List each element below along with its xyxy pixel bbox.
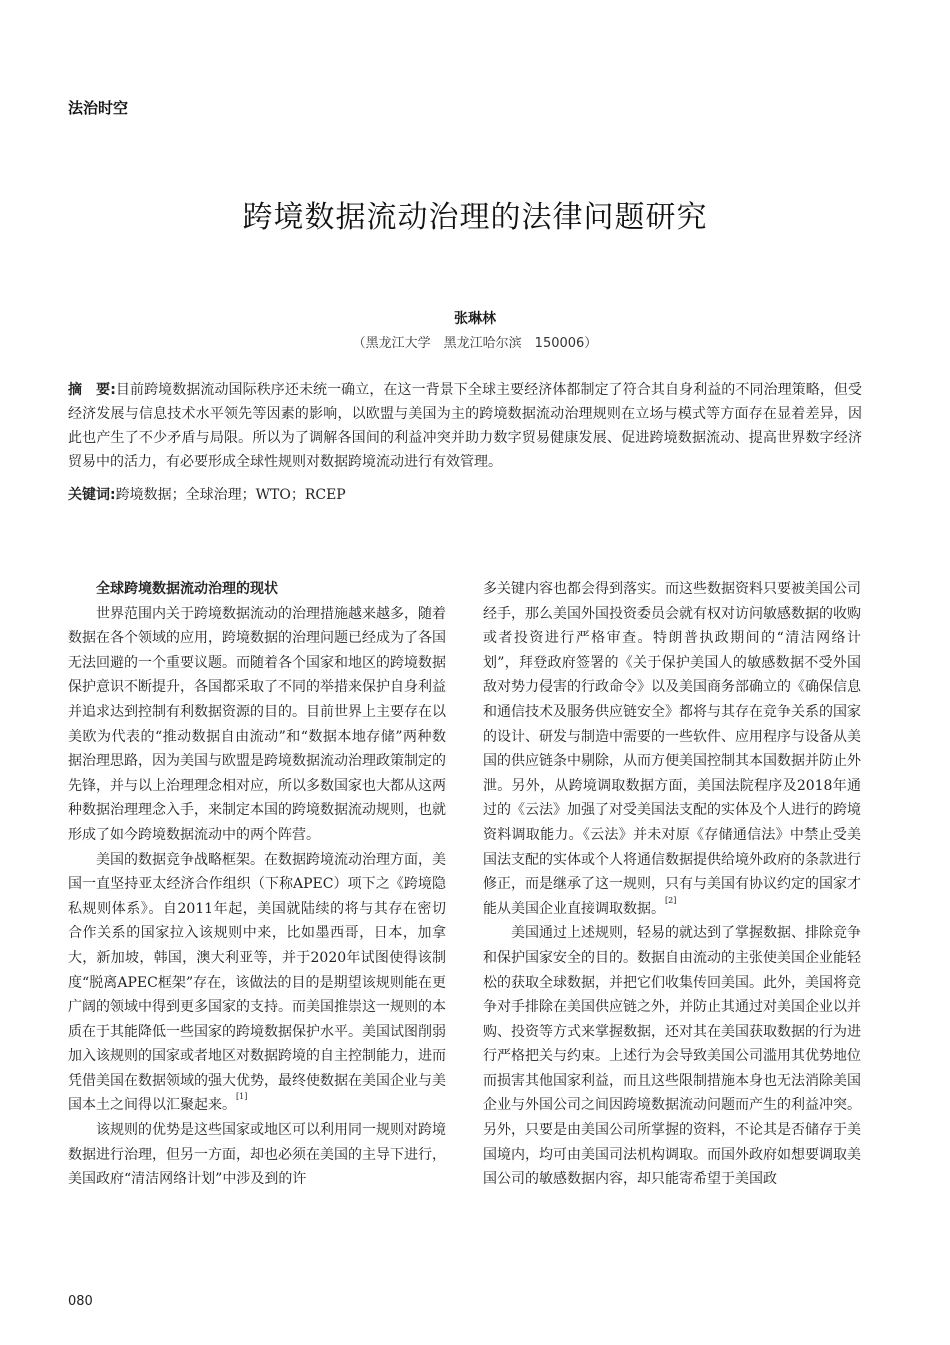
right-column bbox=[483, 577, 861, 1192]
paragraph-text: 美国的数据竞争战略框架。在数据跨境流动治理方面，美国一直坚持亚太经济合作组织（下称APEC）项下之《跨境隐私规则体系》。自2011年起，美国就陆续的将与其存在密切合作关系的国家拉入该规则中来，比如墨西哥，日本，加拿大，新加坡，韩国，澳大利亚等，并于2020年试图使得该制度“脱离APEC框架”存在，该做法的目的是期望该规则能在更广阔的领域中得到更多国家的支持。而美国推崇这一规则的本质在于其能降低一些国家的跨境数据保护水平。美国试图削弱加入该规则的国家或者地区对数据跨境的自主控制能力，进而凭借美国在数据领域的强大优势，最终使数据在美国企业与美国本土之间得以汇聚起来。 bbox=[68, 851, 446, 1114]
paragraph bbox=[68, 848, 446, 1119]
column-tag: 法治时空 bbox=[68, 99, 129, 117]
article-title: 跨境数据流动治理的法律问题研究 bbox=[242, 200, 708, 235]
paragraph: 美国通过上述规则，轻易的就达到了掌握数据、排除竞争和保护国家安全的目的。数据自由流动的主张使美国企业能轻松的获取全球数据，并把它们收集传回美国。此外，美国将竞争对手排除在美国供应链之外，并防止其通过对美国企业以并购、投资等方式来掌握数据，还对其在美国获取数据的行为进行严格把关与约束。上述行为会导致美国公司滥用其优势地位而损害其他国家利益，而且这些限制措施本身也无法消除美国企业与外国公司之间因跨境数据流动问题而产生的利益冲突。另外，只要是由美国公司所掌握的资料，不论其是否储存于美国境内，均可由美国司法机构调取。而国外政府如想要调取美国公司的敏感数据内容，却只能寄希望于美国政 bbox=[483, 925, 861, 1188]
citation-ref: [1] bbox=[236, 1092, 248, 1102]
section-heading: 全球跨境数据流动治理的现状 bbox=[96, 581, 278, 597]
abstract-label: 摘 要: bbox=[68, 382, 116, 398]
keywords bbox=[68, 483, 862, 507]
paragraph bbox=[483, 577, 861, 921]
citation-ref: [2] bbox=[665, 895, 677, 905]
author-name: 张琳林 bbox=[454, 311, 496, 327]
author-affiliation: （黑龙江大学 黑龙江哈尔滨 150006） bbox=[352, 336, 598, 351]
left-column bbox=[68, 577, 446, 1192]
abstract-text: 目前跨境数据流动国际秩序还未统一确立，在这一背景下全球主要经济体都制定了符合其自身利益的不同治理策略，但受经济发展与信息技术水平领先等因素的影响，以欧盟与美国为主的跨境数据流动治理规则在立场与模式等方面存在显着差异，因此也产生了不少矛盾与局限。所以为了调解各国间的利益冲突并助力数字贸易健康发展、促进跨境数据流动、提高世界数字经济贸易中的活力，有必要形成全球性规则对数据跨境流动进行有效管理。 bbox=[68, 382, 862, 470]
keywords-label: 关键词: bbox=[68, 487, 116, 503]
abstract bbox=[68, 378, 862, 474]
paragraph-text: 多关键内容也都会得到落实。而这些数据资料只要被美国公司经手，那么美国外国投资委员会就有权对访问敏感数据的收购或者投资进行严格审查。特朗普执政期间的“清洁网络计划”，拜登政府签署的《关于保护美国人的敏感数据不受外国敌对势力侵害的行政命令》以及美国商务部确立的《确保信息和通信技术及服务供应链安全》都将与其存在竞争关系的国家的设计、研发与制造中需要的一些软件、应用程序与设备从美国的供应链条中剔除，从而方便美国控制其本国数据并防止外泄。另外，从跨境调取数据方面，美国法院程序及2018年通过的《云法》加强了对受美国法支配的实体及个人进行的跨境资料调取能力。《云法》并未对原《存储通信法》中禁止受美国法支配的实体或个人将通信数据提供给境外政府的条款进行修正，而是继承了这一规则，只有与美国有协议约定的国家才能从美国企业直接调取数据。 bbox=[483, 581, 861, 917]
paragraph: 世界范围内关于跨境数据流动的治理措施越来越多，随着数据在各个领域的应用，跨境数据的治理问题已经成为了各国无法回避的一个重要议题。而随着各个国家和地区的跨境数据保护意识不断提升，各国都采取了不同的举措来保护自身利益并追求达到控制有利数据资源的目的。目前世界上主要存在以美欧为代表的“推动数据自由流动”和“数据本地存储”两种数据治理思路，因为美国与欧盟是跨境数据流动治理政策制定的先锋，并与以上治理理念相对应，所以多数国家也大都从这两种数据治理理念入手，来制定本国的跨境数据流动规则，也就形成了如今跨境数据流动中的两个阵营。 bbox=[68, 605, 446, 843]
page-number: 080 bbox=[68, 1294, 93, 1309]
keywords-text: 跨境数据；全球治理；WTO；RCEP bbox=[115, 487, 346, 503]
paragraph: 该规则的优势是这些国家或地区可以利用同一规则对跨境数据进行治理，但另一方面，却也必须在美国的主导下进行，美国政府“清洁网络计划”中涉及到的许 bbox=[68, 1122, 446, 1188]
